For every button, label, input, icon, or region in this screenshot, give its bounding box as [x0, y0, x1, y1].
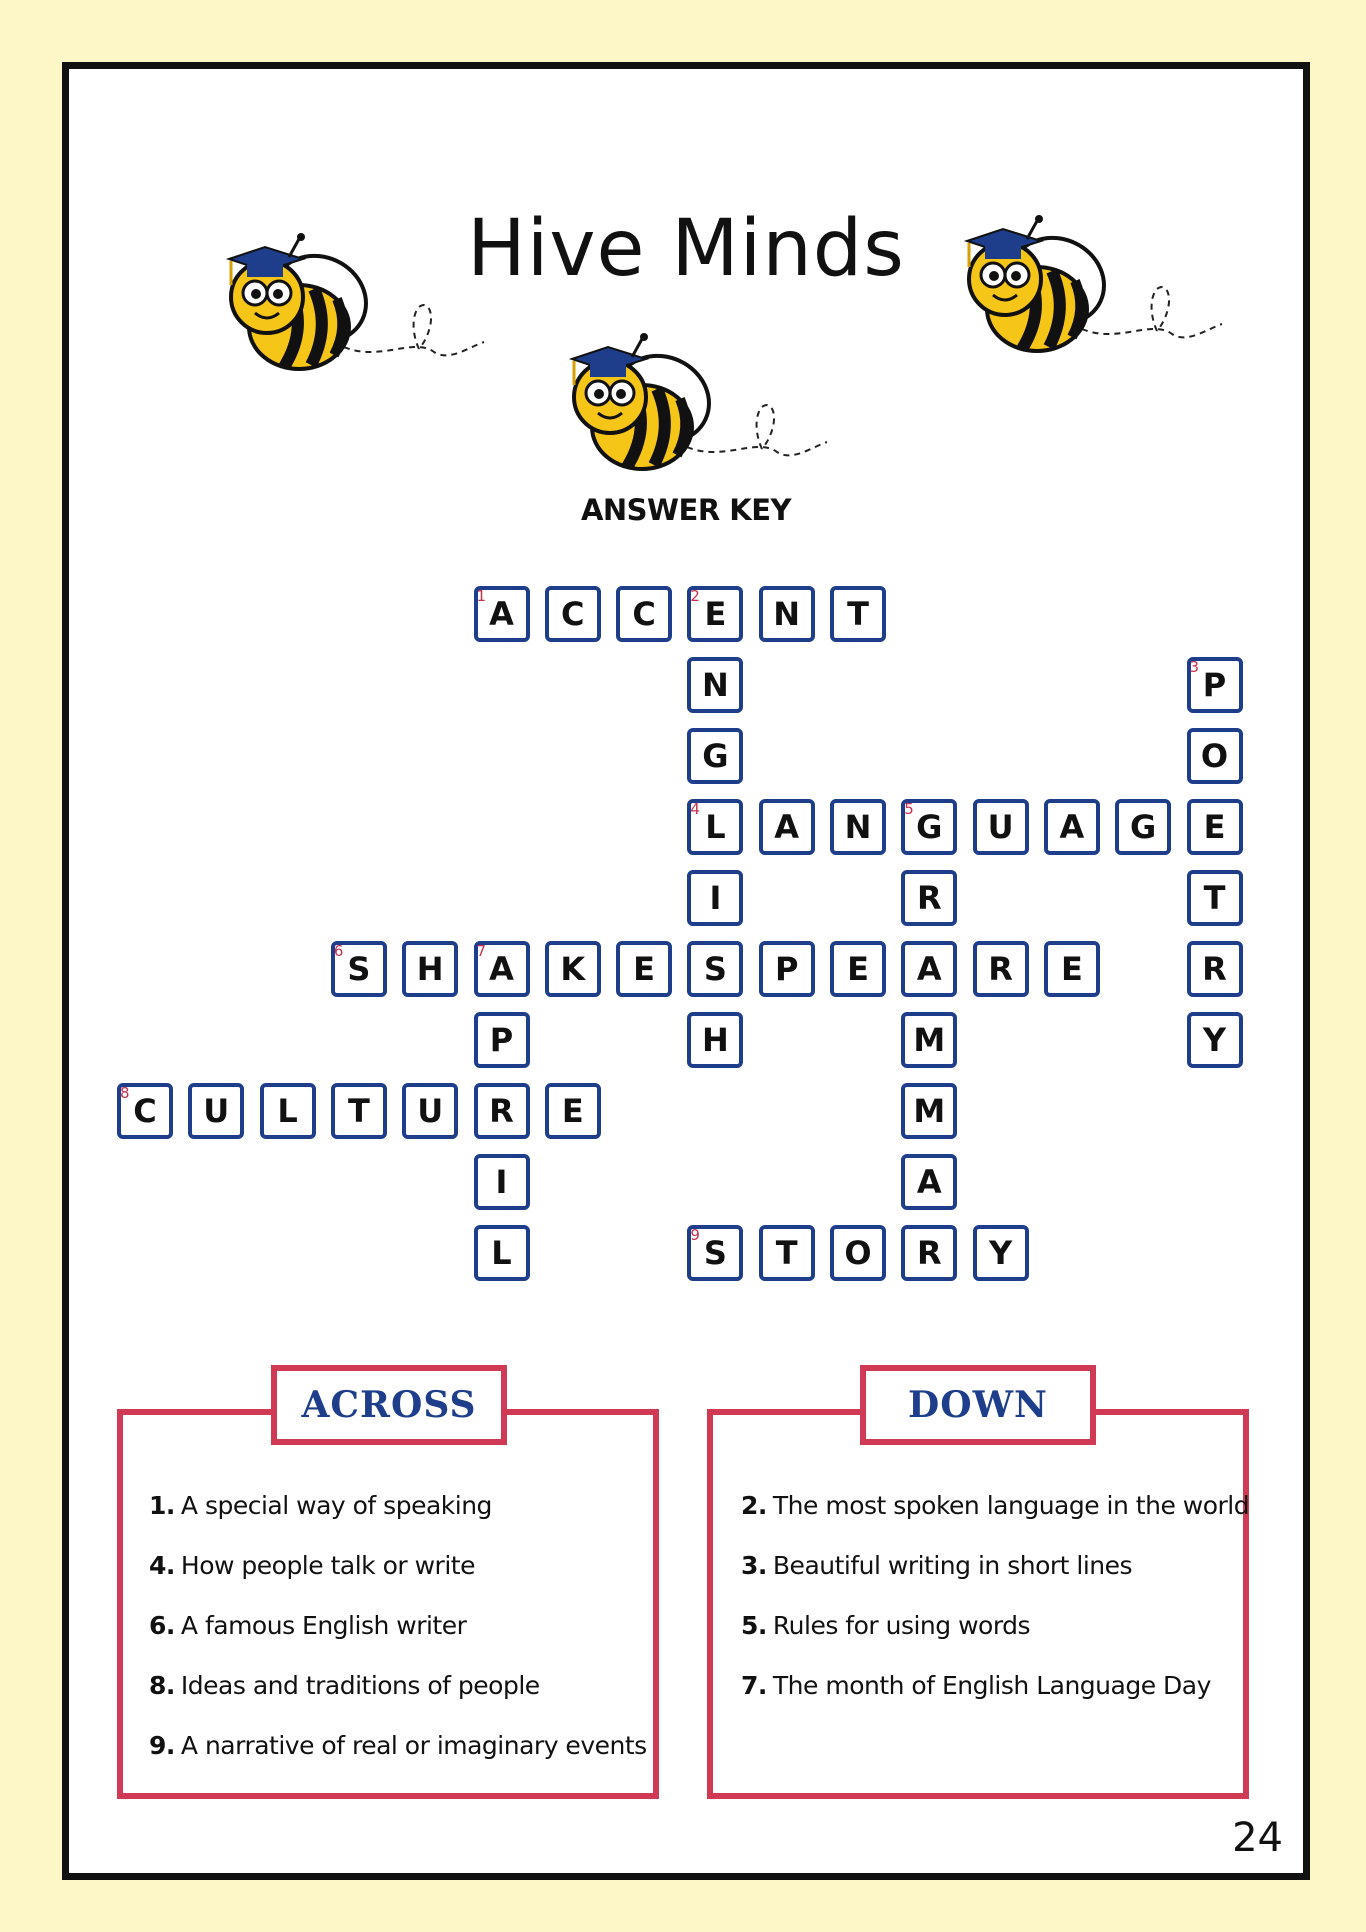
- crossword-cell: [545, 586, 601, 642]
- cell-letter: M: [913, 1092, 946, 1130]
- crossword-cell: [759, 586, 815, 642]
- crossword-cell: [830, 941, 886, 997]
- cell-letter: U: [417, 1092, 444, 1130]
- crossword-cell: [474, 1012, 530, 1068]
- worksheet-page: [62, 62, 1310, 1880]
- clue-number: 5.: [741, 1611, 767, 1640]
- cell-clue-number: 3: [1189, 658, 1200, 676]
- cell-clue-number: 9: [690, 1226, 700, 1244]
- cell-letter: R: [916, 879, 942, 917]
- cell-letter: G: [702, 737, 729, 775]
- page-title: Hive Minds: [467, 204, 905, 294]
- cell-letter: U: [987, 808, 1014, 846]
- clue-item: [741, 1491, 1249, 1551]
- clue-number: 7.: [741, 1671, 767, 1700]
- cell-letter: P: [489, 1021, 514, 1059]
- cell-letter: S: [347, 950, 371, 988]
- clue-item: [741, 1671, 1249, 1731]
- cell-letter: I: [709, 879, 722, 917]
- cell-letter: Y: [989, 1234, 1013, 1272]
- across-heading: ACROSS: [271, 1365, 507, 1445]
- cell-letter: N: [844, 808, 872, 846]
- clue-text: The most spoken language in the world: [772, 1491, 1250, 1520]
- crossword-cell: [474, 1225, 530, 1281]
- cell-letter: E: [1203, 808, 1226, 846]
- clue-number: 3.: [741, 1551, 767, 1580]
- crossword-cell: [331, 941, 387, 997]
- crossword-cell: [901, 1225, 957, 1281]
- cell-letter: O: [1200, 737, 1229, 775]
- clue-text: A narrative of real or imaginary events: [180, 1731, 647, 1760]
- cell-letter: C: [561, 595, 585, 633]
- crossword-cell: [1187, 941, 1243, 997]
- cell-letter: M: [913, 1021, 946, 1059]
- crossword-cell: [402, 941, 458, 997]
- cell-clue-number: 4: [690, 800, 700, 818]
- cell-clue-number: 2: [690, 587, 700, 605]
- cell-clue-number: 1: [476, 587, 487, 605]
- crossword-cell: [901, 941, 957, 997]
- crossword-cell: [474, 1154, 530, 1210]
- cell-clue-number: 5: [904, 800, 914, 818]
- cell-letter: R: [1202, 950, 1227, 988]
- cell-letter: P: [774, 950, 799, 988]
- crossword-cell: [687, 657, 743, 713]
- cell-letter: A: [916, 950, 942, 988]
- across-clue-list: [149, 1491, 647, 1791]
- down-clue-list: [741, 1491, 1249, 1731]
- crossword-cell: [687, 1012, 743, 1068]
- cell-letter: N: [773, 595, 801, 633]
- crossword-cell: [687, 1225, 743, 1281]
- cell-letter: T: [347, 1092, 370, 1130]
- clue-text: A special way of speaking: [180, 1491, 492, 1520]
- crossword-cell: [474, 1083, 530, 1139]
- clue-item: [149, 1731, 647, 1791]
- cell-letter: E: [704, 595, 727, 633]
- crossword-cell: [973, 941, 1029, 997]
- clue-text: Rules for using words: [772, 1611, 1031, 1640]
- crossword-cell: [545, 941, 601, 997]
- crossword-cell: [830, 586, 886, 642]
- down-heading: DOWN: [860, 1365, 1096, 1445]
- clue-number: 2.: [741, 1491, 767, 1520]
- crossword-cell: [616, 586, 672, 642]
- crossword-cell: [1115, 799, 1171, 855]
- crossword-cell: [687, 728, 743, 784]
- crossword-cell: [687, 586, 743, 642]
- crossword-cell: [830, 1225, 886, 1281]
- clue-text: Beautiful writing in short lines: [772, 1551, 1133, 1580]
- cell-letter: N: [702, 666, 729, 704]
- cell-letter: A: [489, 595, 514, 633]
- crossword-cell: [260, 1083, 316, 1139]
- cell-letter: E: [1060, 950, 1083, 988]
- cell-letter: C: [632, 595, 656, 633]
- crossword-cell: [545, 1083, 601, 1139]
- cell-letter: K: [560, 950, 586, 988]
- cell-letter: H: [416, 950, 444, 988]
- cell-letter: A: [489, 950, 514, 988]
- cell-letter: A: [774, 808, 800, 846]
- clue-item: [149, 1551, 647, 1611]
- clue-item: [149, 1611, 647, 1671]
- cell-letter: T: [847, 595, 869, 633]
- clue-text: How people talk or write: [180, 1551, 475, 1580]
- cell-letter: H: [702, 1021, 729, 1059]
- crossword-cell: [188, 1083, 244, 1139]
- crossword-cell: [1187, 799, 1243, 855]
- crossword-cell: [117, 1083, 173, 1139]
- crossword-cell: [331, 1083, 387, 1139]
- crossword-cell: [901, 1012, 957, 1068]
- cell-clue-number: 8: [120, 1084, 130, 1102]
- cell-letter: L: [491, 1234, 512, 1272]
- cell-letter: A: [916, 1163, 942, 1201]
- crossword-cell: [1187, 870, 1243, 926]
- cell-letter: U: [203, 1092, 230, 1130]
- cell-letter: Y: [1202, 1021, 1227, 1059]
- cell-clue-number: 6: [333, 942, 344, 960]
- clue-text: A famous English writer: [180, 1611, 467, 1640]
- cell-letter: C: [133, 1092, 157, 1130]
- cell-letter: T: [1203, 879, 1226, 917]
- crossword-cell: [759, 799, 815, 855]
- cell-letter: R: [988, 950, 1013, 988]
- crossword-cell: [901, 799, 957, 855]
- cell-letter: E: [847, 950, 869, 988]
- crossword-cell: [901, 1083, 957, 1139]
- crossword-cell: [1187, 728, 1243, 784]
- cell-letter: T: [775, 1234, 798, 1272]
- cell-letter: L: [705, 808, 726, 846]
- clue-text: Ideas and traditions of people: [180, 1671, 540, 1700]
- crossword-cell: [1044, 941, 1100, 997]
- crossword-cell: [474, 941, 530, 997]
- cell-letter: R: [489, 1092, 514, 1130]
- clue-number: 6.: [149, 1611, 175, 1640]
- cell-letter: G: [1130, 808, 1157, 846]
- clue-item: [149, 1491, 647, 1551]
- crossword-cell: [1187, 1012, 1243, 1068]
- crossword-cell: [759, 1225, 815, 1281]
- crossword-cell: [830, 799, 886, 855]
- crossword-cell: [901, 1154, 957, 1210]
- crossword-cell: [402, 1083, 458, 1139]
- clue-number: 8.: [149, 1671, 175, 1700]
- cell-letter: S: [703, 950, 727, 988]
- cell-letter: L: [277, 1092, 298, 1130]
- crossword-cell: [1044, 799, 1100, 855]
- clue-number: 9.: [149, 1731, 175, 1760]
- cell-clue-number: 7: [476, 942, 487, 960]
- crossword-cell: [901, 870, 957, 926]
- crossword-cell: [687, 799, 743, 855]
- clue-item: [741, 1551, 1249, 1611]
- cell-letter: P: [1202, 666, 1227, 704]
- clue-item: [149, 1671, 647, 1731]
- crossword-cell: [687, 870, 743, 926]
- crossword-cell: [759, 941, 815, 997]
- clue-text: The month of English Language Day: [772, 1671, 1211, 1700]
- cell-letter: G: [916, 808, 943, 846]
- crossword-cell: [474, 586, 530, 642]
- crossword-cell: [1187, 657, 1243, 713]
- crossword-cell: [973, 1225, 1029, 1281]
- cell-letter: I: [495, 1163, 508, 1201]
- crossword-cell: [616, 941, 672, 997]
- clue-number: 1.: [149, 1491, 175, 1520]
- cell-letter: E: [561, 1092, 584, 1130]
- cell-letter: E: [633, 950, 656, 988]
- cell-letter: A: [1059, 808, 1085, 846]
- cell-letter: R: [916, 1234, 942, 1272]
- crossword-cell: [973, 799, 1029, 855]
- cell-letter: S: [703, 1234, 727, 1272]
- cell-letter: O: [844, 1234, 872, 1272]
- clue-item: [741, 1611, 1249, 1671]
- page-number: 24: [1232, 1815, 1283, 1861]
- answer-key-subtitle: ANSWER KEY: [580, 493, 792, 527]
- crossword-cell: [687, 941, 743, 997]
- clue-number: 4.: [149, 1551, 175, 1580]
